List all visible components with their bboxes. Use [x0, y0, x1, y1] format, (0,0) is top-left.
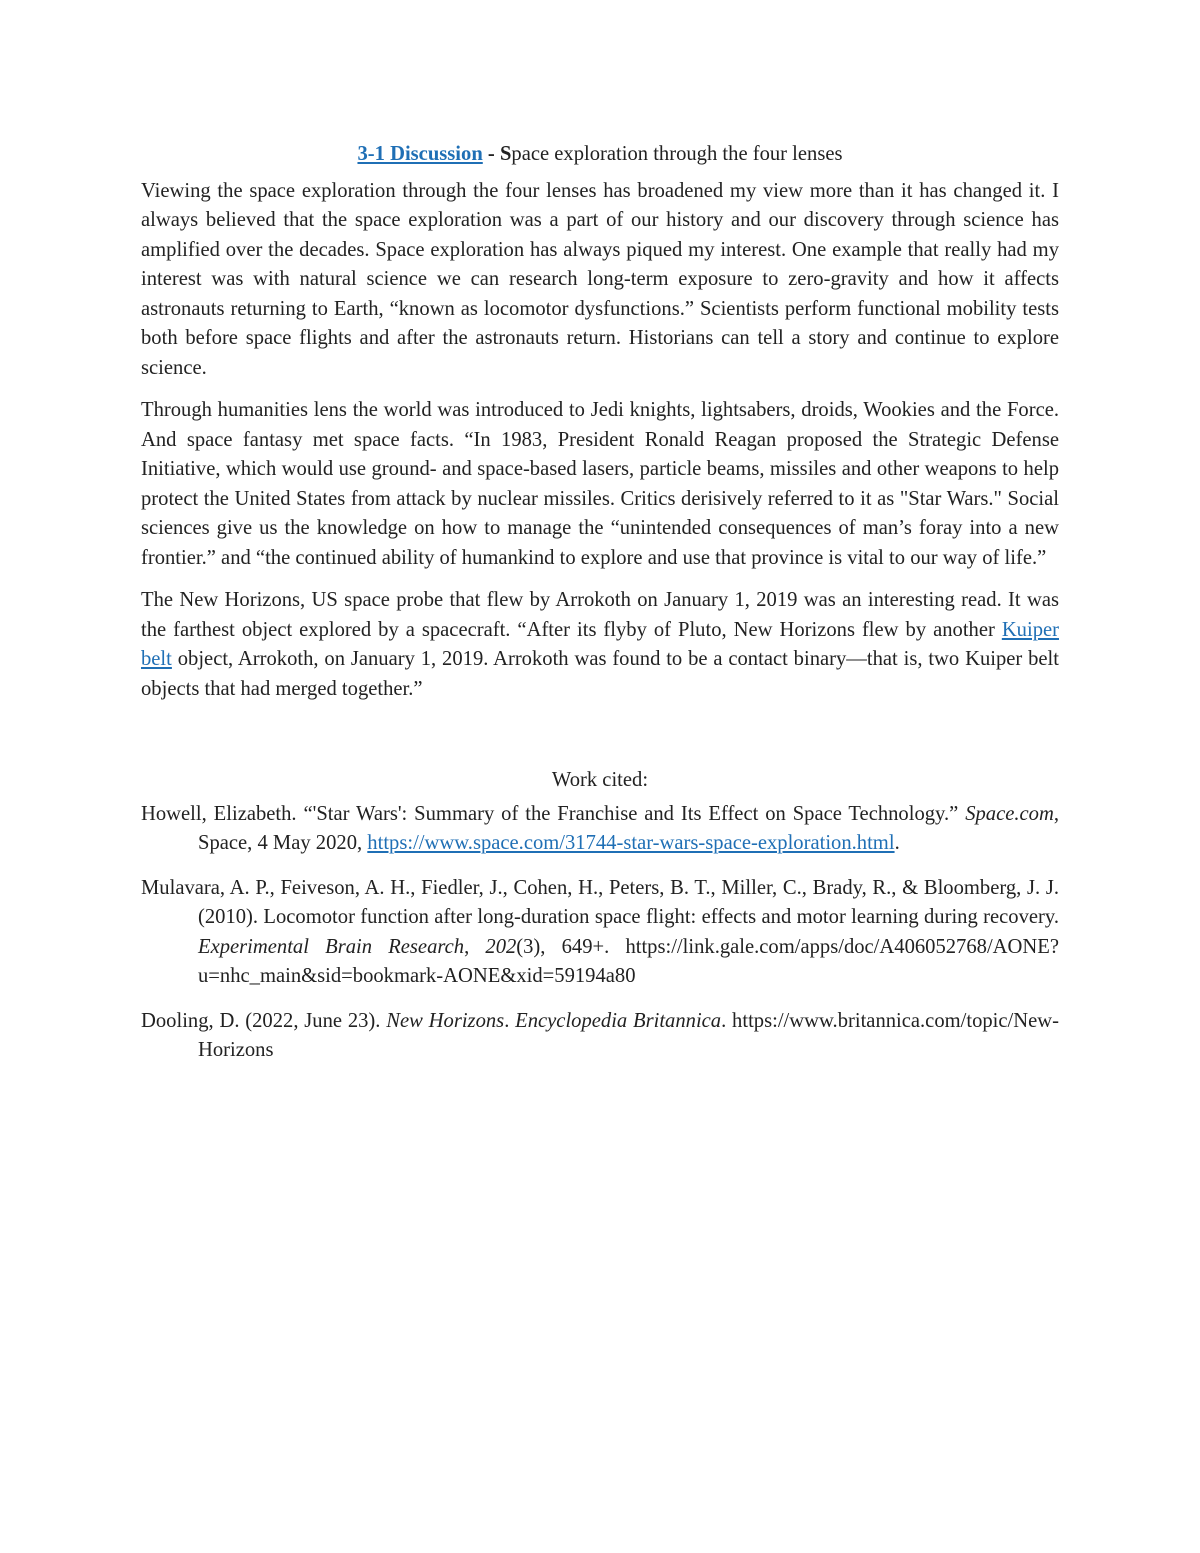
citation-text: , — [464, 935, 486, 958]
citation-text: . https://www.britannica.com/topic/New-Horizons — [198, 1009, 1060, 1061]
paragraph-text: The New Horizons, US space probe that flew by Arrokoth on January 1, 2019 was an interesting read. It was the farthest object explored by a spacecraft. “After its flyby of Pluto, New Horizons flew by another — [141, 589, 1059, 641]
title-rest: pace exploration through the four lenses — [511, 143, 843, 165]
citation-url-link[interactable]: https://www.space.com/31744-star-wars-space-exploration.html — [367, 832, 895, 854]
document-title — [141, 140, 1059, 170]
kuiper-belt-link[interactable]: Kuiper belt — [141, 618, 1059, 670]
citation-howell — [141, 800, 1059, 859]
citation-text: (3), 649+. https://link.gale.com/apps/doc/A406052768/AONE?u=nhc_main&sid=bookmark-AONE&xid=59194a80 — [198, 935, 1059, 987]
document-page — [141, 140, 1059, 1081]
paragraph-humanities: Through humanities lens the world was introduced to Jedi knights, lightsabers, droids, Wookies and the Force. And space fantasy met space facts. “In 1983, President Ronald Reagan proposed the Strategic Defense Initiative, which would use ground- and space-based lasers, particle beams, missiles and other weapons to help protect the United States from attack by nuclear missiles. Critics derisively referred to it as "Star Wars." Social sciences give us the knowledge on how to manage the “unintended consequences of man’s foray into a new frontier.” and “the continued ability of humankind to explore and use that province is vital to our way of life.” — [141, 399, 1059, 569]
paragraph-natural-science: Viewing the space exploration through the four lenses has broadened my view more than it has changed it. I always believed that the space exploration was a part of our history and our discovery through science has amplified over the decades. Space exploration has always piqued my interest. One example that really had my interest was with natural science we can research long-term exposure to zero-gravity and how it affects astronauts returning to Earth, “known as locomotor dysfunctions.” Scientists perform functional mobility tests both before space flights and after the astronauts return. Historians can tell a story and continue to explore science. — [141, 179, 1059, 379]
citation-source: New Horizons — [386, 1009, 505, 1032]
citation-text: Mulavara, A. P., Feiveson, A. H., Fiedler, J., Cohen, H., Peters, B. T., Miller, C., Brady, R., & Bloomberg, J. J. (2010). Locomotor function after long-duration space flight: effects and motor learning during recovery. — [141, 876, 1059, 928]
citation-text: . — [504, 1009, 516, 1032]
citation-text: Howell, Elizabeth. “'Star Wars': Summary of the Franchise and Its Effect on Space Technology.” — [141, 802, 966, 825]
citation-source: Space.com — [965, 802, 1054, 825]
citation-dooling — [141, 1007, 1059, 1066]
citation-mulavara — [141, 874, 1059, 992]
citation-text: Dooling, D. (2022, June 23). — [141, 1009, 387, 1032]
citation-text: , Space, 4 May 2020, — [198, 802, 1059, 854]
citation-source: Experimental Brain Research — [198, 935, 465, 958]
works-cited-heading: Work cited: — [551, 769, 649, 791]
paragraph-text: object, Arrokoth, on January 1, 2019. Arrokoth was found to be a contact binary—that is, two Kuiper belt objects that had merged together.” — [141, 648, 1059, 700]
citation-volume: 202 — [485, 935, 517, 958]
title-link[interactable]: 3-1 Discussion — [357, 143, 483, 165]
paragraph-new-horizons — [141, 586, 1059, 704]
title-first-letter: S — [499, 143, 512, 165]
title-separator: - — [482, 143, 500, 165]
citation-text: . — [894, 832, 900, 854]
citation-publisher: Encyclopedia Britannica — [515, 1009, 722, 1032]
